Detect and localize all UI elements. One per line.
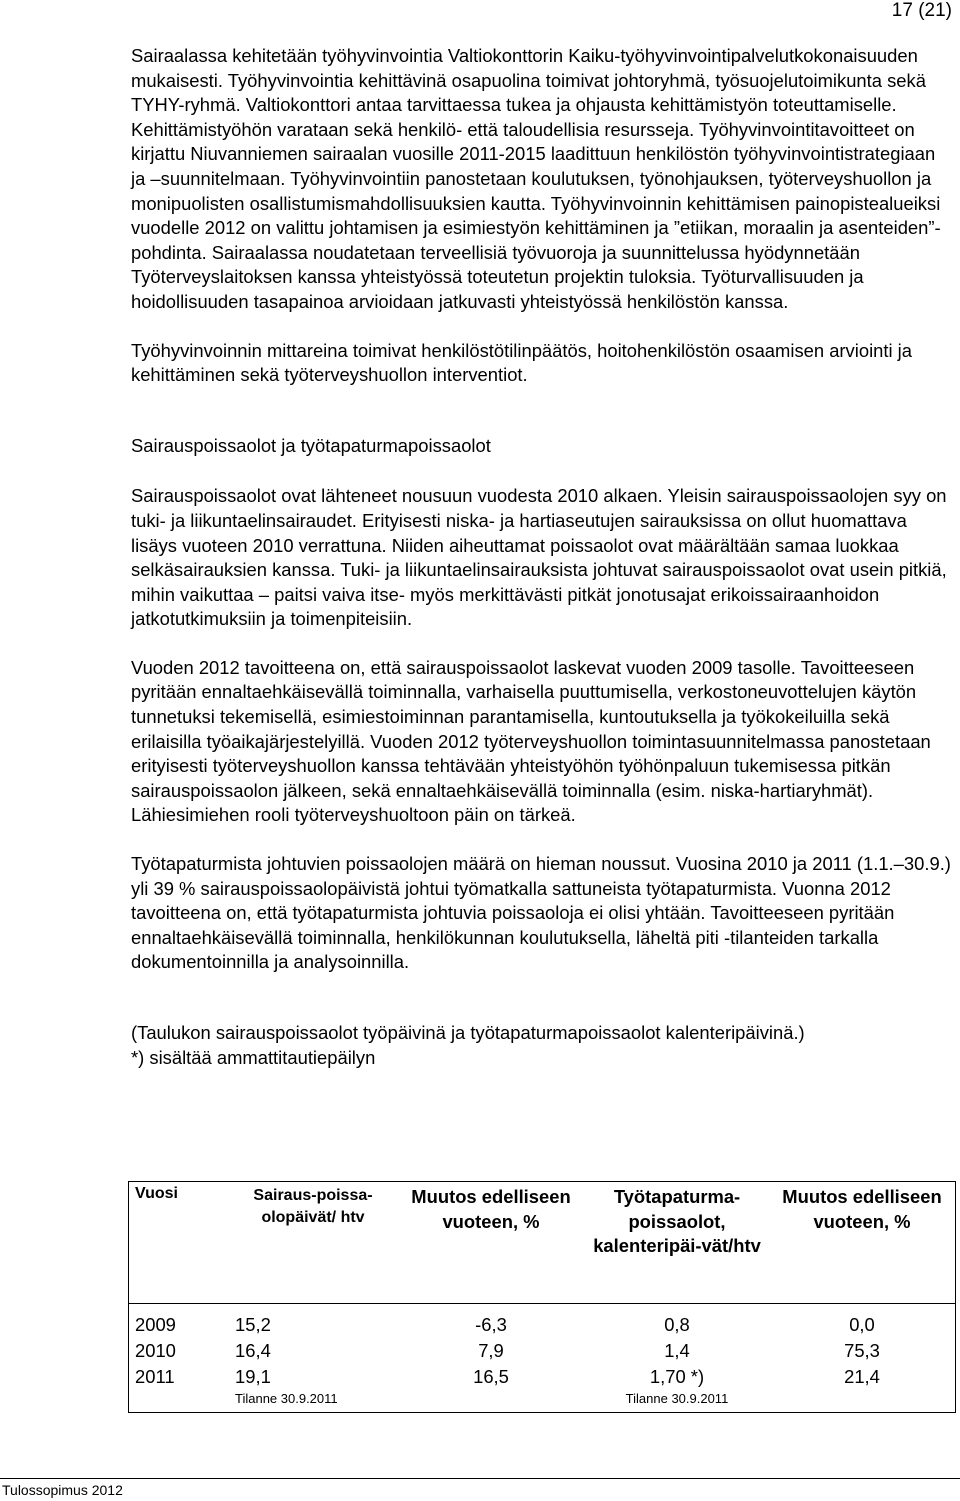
paragraph-accidents: Työtapaturmista johtuvien poissaolojen määrä on hieman noussut. Vuosina 2010 ja 2011 (1.1.–30.9.) yli 39 % sairauspoissaolopäivistä johtui työmatkalla sattuneista työtapaturmista. Vuonna 2012 tavoitteena on, että työtapaturmista johtuvia poissaoloja ei olisi yhtään. Tavoitteeseen pyritään ennaltaehkäisevällä toiminnalla, henkilökunnan koulutuksella, läheltä piti -tilanteiden tarkalla dokumentoinnilla ja analysoinnilla. xyxy=(131,853,951,973)
header-sick-change: Muutos edelliseen vuoteen, % xyxy=(397,1182,585,1304)
years-values: 2009 2010 2011 xyxy=(135,1314,176,1387)
sick-days-values: 15,2 16,4 19,1 xyxy=(235,1314,271,1387)
absence-table xyxy=(128,1181,956,1413)
section-heading: Sairauspoissaolot ja työtapaturmapoissaolot xyxy=(131,434,491,456)
sick-days-note: Tilanne 30.9.2011 xyxy=(235,1391,338,1406)
cell-accident-days xyxy=(585,1304,769,1413)
header-accident-change: Muutos edelliseen vuoteen, % xyxy=(769,1182,955,1304)
accident-days-values: 0,8 1,4 1,70 *) xyxy=(649,1314,705,1387)
paragraph-sick-leave: Sairauspoissaolot ovat lähteneet nousuun vuodesta 2010 alkaen. Yleisin sairauspoissaolojen syy on tuki- ja liikuntaelinsairaudet. Erityisesti niska- ja hartiaseutujen sairauksissa on ollut huomattava lisäys vuoteen 2010 verrattuna. Niiden aiheuttamat poissaolot ovat määrältään samaa luokkaa selkäsairauksien kanssa. Tuki- ja liikuntaelinsairauksista johtuvat sairauspoissaolot ovat usein pitkiä, mihin vaikuttaa – paitsi vaiva itse- myös merkittävästi pitkät jonotusajat erikoissairaanhoidon jatkotutkimuksiin ja toimenpiteisiin. xyxy=(131,485,947,630)
sick-change-values: -6,3 7,9 16,5 xyxy=(473,1314,509,1387)
paragraph-wellbeing: Sairaalassa kehitetään työhyvinvointia Valtiokonttorin Kaiku-työhyvinvointipalvelutkokonaisuuden mukaisesti. Työhyvinvointia kehittävinä osapuolina toimivat johtoryhmä, työsuojelutoimikunta sekä TYHY-ryhmä. Valtiokonttori antaa tarvittaessa tukea ja ohjausta kehittämistyön toteuttamiselle. Kehittämistyöhön varataan sekä henkilö- että taloudellisia resursseja. Työhyvinvointitavoitteet on kirjattu Niuvanniemen sairaalan vuosille 2011-2015 laadittuun henkilöstön työhyvinvointistrategiaan ja –suunnitelmaan. Työhyvinvointiin panostetaan koulutuksen, työnohjauksen, työterveyshuollon ja monipuolisten osallistumismahdollisuuksien kautta. Työhyvinvoinnin kehittämisen painopistealueiksi vuodelle 2012 on valittu johtamisen ja esimiestyön kehittäminen ja ”etiikan, moraalin ja asenteiden”-pohdinta. Sairaalassa noudatetaan terveellisiä työvuoroja ja suunnittelussa hyödynnetään Työterveyslaitoksen kanssa yhteistyössä toteutetun projektin tuloksia. Työturvallisuuden ja hoidollisuuden tasapainoa arvioidaan jatkuvasti yhteistyössä henkilöstön kanssa. xyxy=(131,45,941,312)
footer-text: Tulossopimus 2012 xyxy=(2,1482,123,1498)
cell-accident-change xyxy=(769,1304,955,1413)
paragraph-2012-goal: Vuoden 2012 tavoitteena on, että sairauspoissaolot laskevat vuoden 2009 tasolle. Tavoitteeseen pyritään ennaltaehkäisevällä toiminnalla, varhaisella puuttumisella, verkostoneuvottelujen käytön tunnetuksi tekemisellä, esimiestoiminnan parantamisella, kuntoutuksella ja työkokeiluilla sekä erilaisilla työaikajärjestelyillä. Vuoden 2012 työterveyshuollon toimintasuunnitelmassa panostetaan erityisesti työterveyshuollon kanssa tehtävään yhteistyöhön työhönpaluun tukemisessa pitkän sairauspoissaolon jälkeen, sekä ennaltaehkäisevällä toiminnalla (esim. niska-hartiaryhmät). Lähiesimiehen rooli työterveyshuoltoon päin on tärkeä. xyxy=(131,656,931,826)
accident-change-values: 0,0 75,3 21,4 xyxy=(844,1314,880,1387)
header-sick-days: Sairaus-poissa-olopäivät/ htv xyxy=(229,1182,397,1304)
table-row xyxy=(129,1304,955,1413)
paragraph-metrics: Työhyvinvoinnin mittareina toimivat henkilöstötilinpäätös, hoitohenkilöstön osaamisen arviointi ja kehittäminen sekä työterveyshuollon interventiot. xyxy=(131,339,912,386)
page-footer xyxy=(0,1478,960,1498)
cell-years xyxy=(129,1304,229,1413)
page-number: 17 (21) xyxy=(891,0,952,21)
header-year: Vuosi xyxy=(129,1182,229,1304)
table-header-row xyxy=(129,1182,955,1304)
table-footnote: *) sisältää ammattitautiepäilyn xyxy=(131,1046,376,1068)
cell-sick-change xyxy=(397,1304,585,1413)
header-accident-days: Työtapaturma-poissaolot, kalenteripäi-vät/htv xyxy=(585,1182,769,1304)
accident-days-note: Tilanne 30.9.2011 xyxy=(625,1391,729,1406)
document-body xyxy=(131,44,951,1070)
table-caption: (Taulukon sairauspoissaolot työpäivinä ja työtapaturmapoissaolot kalenteripäivinä.) xyxy=(131,1022,805,1043)
cell-sick-days xyxy=(229,1304,397,1413)
